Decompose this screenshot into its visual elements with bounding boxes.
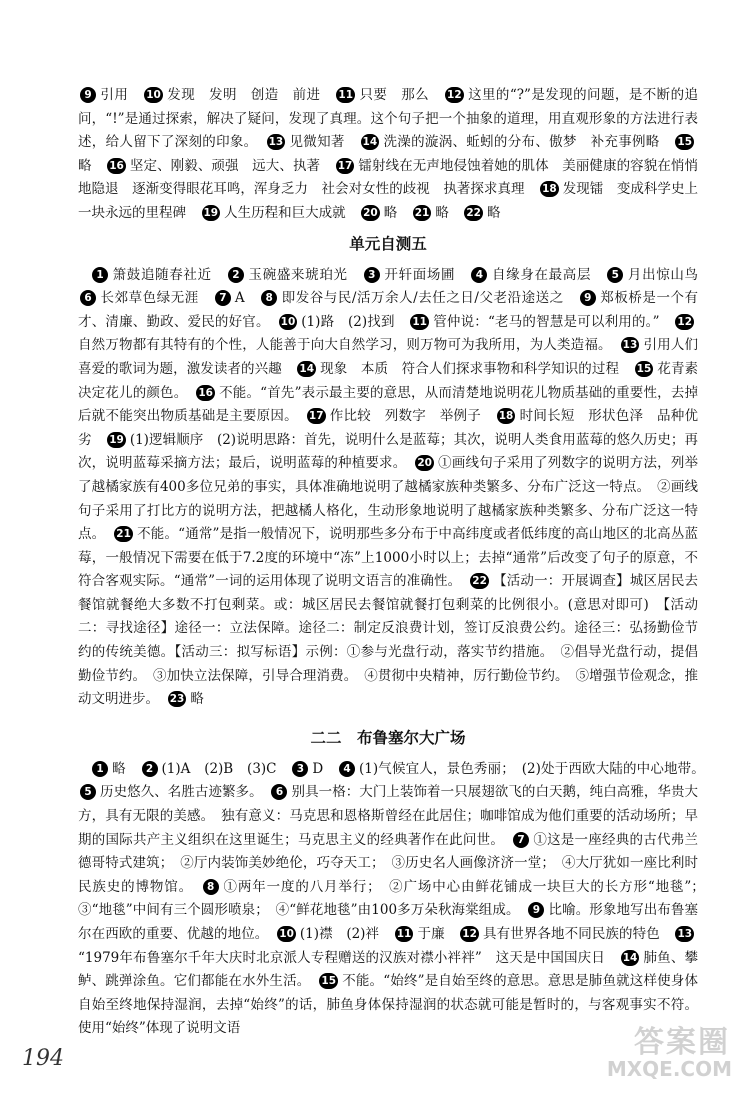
question-number-badge: 7 <box>215 290 231 306</box>
question-number-badge: 15 <box>636 362 652 375</box>
section-heading: 二二 布鲁塞尔大广场 <box>310 728 466 747</box>
answer-text: 不能。“始终”是自始至终的意思。意思是肺鱼就这样使身体自始至终地保持湿润，去掉“始终”的话，肺鱼身体保持湿润的状态就可能是暂时的，与客观事实不符。使用“始终”体现了说明文语 <box>78 973 699 1037</box>
question-number-badge: 12 <box>462 928 477 940</box>
answer-text: 自然万物都有其特有的个性，人能善于向大自然学习，则万物可为我所用，为人类造福。 <box>78 337 605 354</box>
answer-text: 这里的“?”是发现的问题，是不断的追问，“!”是通过探索，解决了疑问，发现了真理。这个句子把一个抽象的道理，用直观形象的方法进行表述，给人留下了深刻的印象。 <box>78 87 699 151</box>
answer-text: ①画线句子采用了列数字的说明方法，列举了越橘家族有400多位兄弟的事实，具体准确地说明了越橘家族种类繁多、分布广泛这一特点。 ②画线句子采用了打比方的说明方法，把越橘人格化，生动形象地说明了越橘家族种类繁多、分布广泛这一特点。 <box>78 455 699 543</box>
question-number-badge: 21 <box>116 528 131 541</box>
question-number-badge: 10 <box>146 89 161 101</box>
question-number-badge: 12 <box>447 89 462 101</box>
question-number-badge: 4 <box>471 267 487 283</box>
question-number-badge: 15 <box>321 975 337 988</box>
question-number-badge: 1 <box>92 761 108 777</box>
question-number-badge: 11 <box>338 89 354 101</box>
question-number-badge: 22 <box>466 206 481 219</box>
question-number-badge: 1 <box>92 267 108 283</box>
answer-text: (1)路 (2)找到 <box>301 313 395 330</box>
question-number-badge: 9 <box>580 290 596 306</box>
question-number-badge: 18 <box>542 183 557 196</box>
answer-text: (1)逻辑顺序 (2)说明思路：首先，说明什么是蓝莓；其次，说明人类食用蓝莓的悠久历史；再次，说明蓝莓采摘方法；最后，说明蓝莓的种植要求。 <box>78 431 699 472</box>
answer-content <box>78 84 712 1041</box>
site-watermark <box>596 1017 736 1087</box>
answer-text: 自缘身在最高层 <box>491 266 592 283</box>
answer-text: 只要 那么 <box>359 87 430 103</box>
answer-text: (1)气候宜人，景色秀丽； (2)处于西欧大陆的中心地带。 <box>359 760 699 777</box>
answer-text: 见微知著 <box>289 134 345 151</box>
answer-text: 不能。“首先”表示最主要的意思，从而清楚地说明花儿物质基础的重要性，去掉后就不能突出物质基础是主要原因。 <box>78 384 699 425</box>
answer-text: 略 <box>190 691 204 708</box>
question-number-badge: 19 <box>203 206 219 219</box>
watermark-logo-text: 答案圈 <box>634 1025 730 1060</box>
answer-text: 不能。“通常”是指一般情况下，说明那些多分布于中高纬度或者低纬度的高山地区的北高丛蓝莓，一般情况下需要在低于7.2度的环境中“冻”上1000小时以上；去掉“通常”后改变了句子的原意，不符合客观实际。“通常”一词的运用体现了说明文语言的准确性。 <box>78 526 699 590</box>
question-number-badge: 14 <box>622 951 638 964</box>
question-number-badge: 3 <box>292 761 308 777</box>
question-number-badge: 16 <box>109 159 124 172</box>
answer-text: 于廉 <box>417 926 445 942</box>
answer-text: 引用 <box>100 87 129 103</box>
question-number-badge: 19 <box>109 433 124 446</box>
question-number-badge: 13 <box>268 136 284 149</box>
answer-text: ①两年一度的八月举行； ②广场中心由鲜花铺成一块巨大的长方形“地毯”； ③“地毯”中间有三个圆形喷泉； ④“鲜花地毯”由100多万朵秋海棠组成。 <box>78 878 712 919</box>
answer-text: 即发谷与民/活万余人/去任之日/父老沿途送之 <box>281 290 564 307</box>
answer-page <box>78 84 712 1041</box>
answer-text: (1)A (2)B (3)C <box>161 760 277 777</box>
question-number-badge: 10 <box>280 315 296 328</box>
answer-text: 作比较 列数字 举例子 <box>329 408 481 425</box>
question-number-badge: 5 <box>607 267 623 283</box>
question-number-badge: 14 <box>299 362 315 375</box>
answer-text: 发现镭 变成科学史上一块永远的里程碑 <box>78 181 698 221</box>
answer-text: 郑板桥是一个有才、清廉、勤政、爱民的好官。 <box>78 290 699 330</box>
answer-text: 镭射线在无声地侵蚀着她的肌体 美丽健康的容貌在悄悄地隐退 逐渐变得眼花耳鸣，浑身乏力 社会对女性的歧视 执著探求真理 <box>78 157 699 198</box>
answer-text: 花青素决定花儿的颜色。 <box>78 360 699 401</box>
question-number-badge: 14 <box>362 136 378 149</box>
answer-text: 长郊草色绿无涯 <box>100 290 199 307</box>
answer-text: 肺鱼、攀鲈、跳弹涂鱼。它们都能在水外生活。 <box>78 949 698 990</box>
section-heading: 单元自测五 <box>349 234 427 253</box>
question-number-badge: 10 <box>279 928 294 940</box>
answer-text: 【活动一：开展调查】城区居民去餐馆就餐绝大多数不打包剩菜。或：城区居民去餐馆就餐打包剩菜的比例很小。(意思对即可) 【活动二：寻找途径】途径一：立法保障。途径二：制定反浪费计划，签订反浪费公约。途径三：弘扬勤俭节约的传统美德。【活动三：拟写标语】示例：①参与光盘行动，落实节约措施。 ②倡导光盘行动，提倡勤俭节约。 ③加快立法保障，引导合理消费。 ④贯彻中央精神，厉行勤俭节约。 ⑤增强节俭观念，推动文明进步。 <box>78 573 699 708</box>
page-number: 194 <box>22 1046 64 1071</box>
question-number-badge: 22 <box>472 575 487 588</box>
question-number-badge: 13 <box>677 928 693 940</box>
question-number-badge: 17 <box>308 410 324 423</box>
answer-text: 历史悠久、名胜古迹繁多。 <box>100 784 256 801</box>
question-number-badge: 9 <box>80 87 96 103</box>
question-number-badge: 8 <box>261 290 277 306</box>
answer-text: 具有世界各地不同民族的特色 <box>482 926 660 942</box>
answer-text: A <box>234 290 245 307</box>
question-number-badge: 3 <box>364 267 380 283</box>
question-number-badge: 6 <box>80 290 96 306</box>
question-number-badge: 16 <box>198 386 213 399</box>
answer-text: 现象 本质 符合人们探求事物和科学知识的过程 <box>320 360 620 377</box>
question-number-badge: 7 <box>513 832 529 848</box>
question-number-badge: 9 <box>528 902 544 918</box>
answer-text: 略 <box>383 204 398 221</box>
answer-text: “1979年布鲁塞尔千年大庆时北京派人专程赠送的汉族对襟小袢袢” 这天是中国国庆日 <box>78 949 606 966</box>
question-number-badge: 6 <box>271 784 287 800</box>
answer-text: 略 <box>435 204 449 221</box>
answer-text: 开轩面场圃 <box>383 266 456 283</box>
question-number-badge: 2 <box>228 267 244 283</box>
question-number-badge: 2 <box>142 761 158 777</box>
answer-text: 时间长短 形状色泽 品种优劣 <box>78 408 699 448</box>
answer-text: 玉碗盛来琥珀光 <box>247 266 348 283</box>
question-number-badge: 13 <box>622 339 638 352</box>
answer-text: 略 <box>78 157 92 174</box>
answer-text: 略 <box>112 760 126 777</box>
question-number-badge: 20 <box>363 206 378 219</box>
question-number-badge: 15 <box>677 136 693 149</box>
answer-text: 洗澡的漩涡、蚯蚓的分布、傲梦 补充事例略 <box>383 134 660 151</box>
question-number-badge: 20 <box>417 457 432 470</box>
answer-text: ①这是一座经典的古代弗兰德哥特式建筑； ②厅内装饰美妙绝伦，巧夺天工； ③历史名人画像济济一堂； ④大厅犹如一座比利时民族史的博物馆。 <box>78 831 699 895</box>
answer-text: D <box>312 760 324 777</box>
question-number-badge: 8 <box>203 879 219 895</box>
answer-text: 人生历程和巨大成就 <box>224 204 346 221</box>
question-number-badge: 23 <box>169 693 185 706</box>
question-number-badge: 12 <box>677 315 693 328</box>
answer-paragraph <box>78 758 712 1041</box>
question-number-badge: 4 <box>339 761 355 777</box>
answer-text: 坚定、刚毅、顽强 远大、执著 <box>129 157 321 174</box>
answer-text: (1)襟 (2)袢 <box>299 926 380 942</box>
answer-text: 引用人们喜爱的歌词为题，激发读者的兴趣 <box>78 337 699 377</box>
watermark-url: MXQE.COM <box>606 1057 732 1081</box>
question-number-badge: 17 <box>337 159 353 172</box>
answer-paragraph <box>78 84 698 226</box>
answer-paragraph <box>78 264 698 712</box>
answer-text: 略 <box>487 204 501 221</box>
question-number-badge: 11 <box>412 315 427 328</box>
answer-text: 别具一格：大门上装饰着一只展翅欲飞的白天鹅，纯白高雅，华贵大方，具有无限的美感。 独有意义：马克思和恩格斯曾经在此居住；咖啡馆成为他们重要的活动场所；早期的国际共产主义组织在这里诞生；马克思主义的经典著作在此问世。 <box>78 784 699 848</box>
question-number-badge: 18 <box>498 410 514 423</box>
answer-text: 月出惊山鸟 <box>627 266 699 283</box>
question-number-badge: 5 <box>80 784 96 800</box>
answer-text: 比喻。形象地写出布鲁塞尔在西欧的重要、优越的地位。 <box>78 902 699 942</box>
answer-text: 发现 发明 创造 前进 <box>166 87 321 103</box>
question-number-badge: 21 <box>414 206 430 219</box>
answer-text: 管仲说：“老马的智慧是可以利用的。” <box>433 313 660 330</box>
answer-text: 箫鼓追随春社近 <box>112 266 212 283</box>
question-number-badge: 11 <box>396 928 412 940</box>
